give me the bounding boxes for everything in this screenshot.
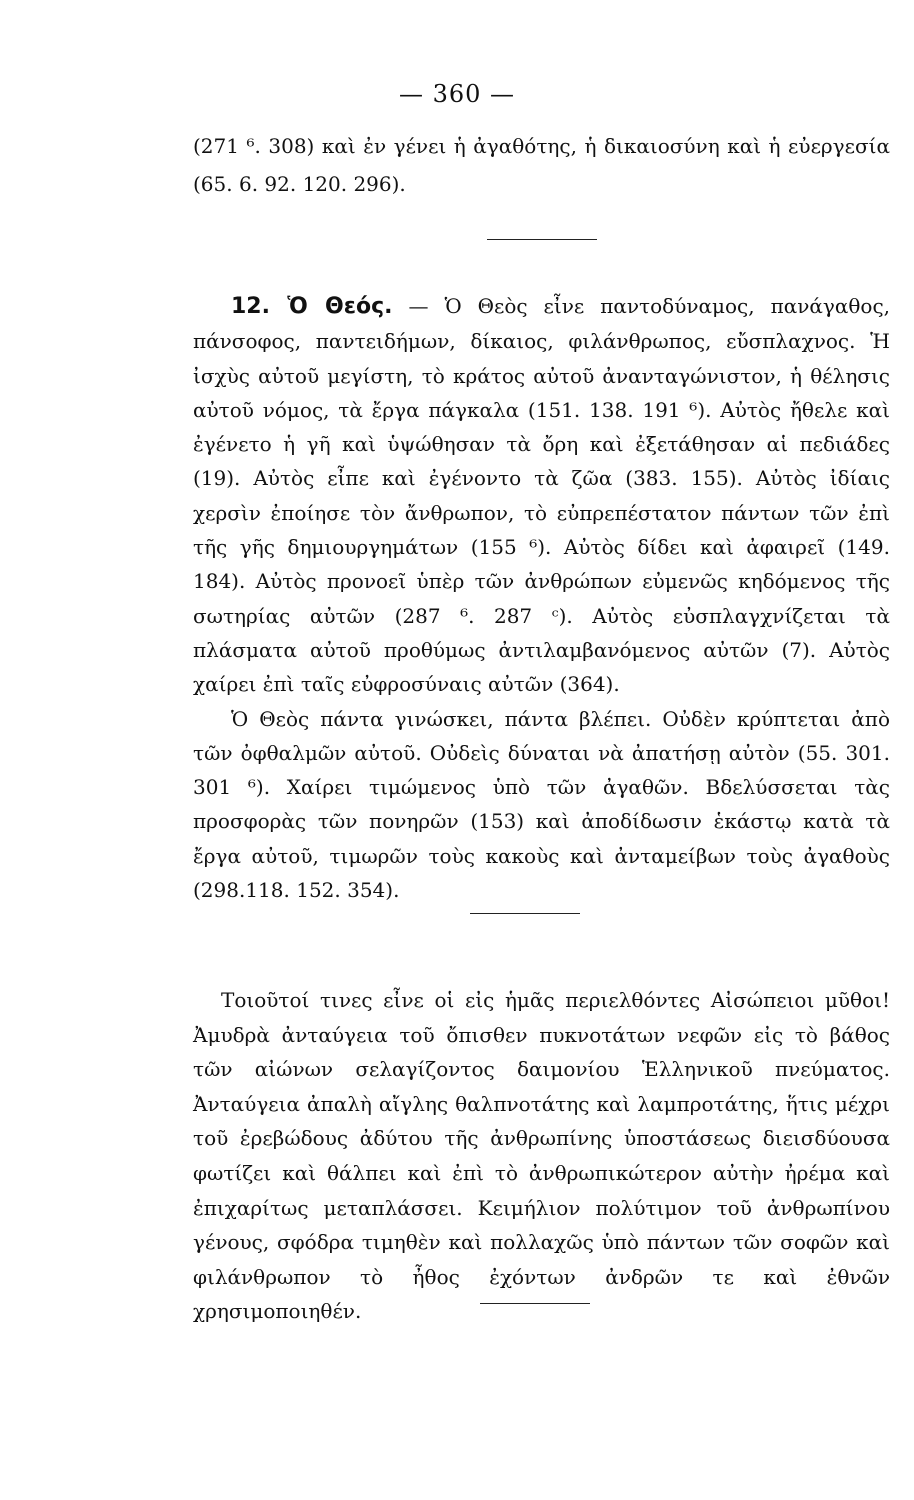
paragraph-1-text: Ὁ Θεὸς εἶνε παντοδύναμος, πανάγαθος, πάνσοφος, παντειδήμων, δίκαιος, φιλάνθρωπος, εὔσπλαχνος. Ἡ ἰσχὺς αὐτοῦ μεγίστη, τὸ κράτος αὐτοῦ ἀνανταγώνιστον, ἡ θέλησις αὐτοῦ νόμος, τὰ ἔργα πάγκαλα (151. 138. 191 ⁶). Αὐτὸς ἤθελε καὶ ἐγένετο ἡ γῆ καὶ ὑψώθησαν τὰ ὄρη καὶ ἐξετάθησαν αἱ πεδιάδες (19). Αὐτὸς εἶπε καὶ ἐγένοντο τὰ ζῶα (383. 155). Αὐτὸς ἰδίαις χερσὶν ἐποίησε τὸν ἄνθρωπον, τὸ εὐπρεπέστατον πάντων τῶν ἐπὶ τῆς γῆς δημιουργημάτων (155 ⁶). Αὐτὸς δίδει καὶ ἀφαιρεῖ (149. 184). Αὐτὸς προνοεῖ ὑπὲρ τῶν ἀνθρώπων εὐμενῶς κηδόμενος τῆς σωτηρίας αὐτῶν (287 ⁶. 287 ᶜ). Αὐτὸς εὐσπλαγχνίζεται τὰ πλάσματα αὐτοῦ προθύμως ἀντιλαμβανόμενος αὐτῶν (7). Αὐτὸς χαίρει ἐπὶ ταῖς εὐφροσύναις αὐτῶν (364). [193, 294, 890, 697]
end-divider [480, 1303, 590, 1304]
continuation-paragraph: (271 ⁶. 308) καὶ ἐν γένει ἡ ἀγαθότης, ἡ δικαιοσύνη καὶ ἡ εὐεργεσία (65. 6. 92. 120. 296). [193, 134, 890, 196]
closing-paragraph: Τοιοῦτοί τινες εἶνε οἱ εἰς ἡμᾶς περιελθόντες Αἰσώπειοι μῦθοι! Ἀμυδρὰ ἀνταύγεια τοῦ ὄπισθεν πυκνοτάτων νεφῶν εἰς τὸ βάθος τῶν αἰώνων σελαγίζοντος δαιμονίου Ἑλληνικοῦ πνεύματος. Ἀνταύγεια ἀπαλὴ αἴγλης θαλπνοτάτης καὶ λαμπροτάτης, ἥτις μέχρι τοῦ ἐρεβώδους ἀδύτου τῆς ἀνθρωπίνης ὑποστάσεως διεισδύουσα φωτίζει καὶ θάλπει καὶ ἐπὶ τὸ ἀνθρωπικώτερον αὐτὴν ἠρέμα καὶ ἐπιχαρίτως μεταπλάσσει. Κειμήλιον πολύτιμον τοῦ ἀνθρωπίνου γένους, σφόδρα τιμηθὲν καὶ πολλαχῶς ὑπὸ πάντων τῶν σοφῶν καὶ φιλάνθρωπον τὸ ἦθος ἐχόντων ἀνδρῶν τε καὶ ἐθνῶν χρησιμοποιηθέν. [193, 988, 890, 1324]
page-number: — 360 — [398, 80, 516, 108]
section-divider [487, 239, 597, 240]
section-heading: 12. Ὁ Θεός. [231, 294, 393, 319]
section-paragraph-2: Ὁ Θεὸς πάντα γινώσκει, πάντα βλέπει. Οὐδὲν κρύπτεται ἀπὸ τῶν ὀφθαλμῶν αὐτοῦ. Οὐδεὶς δύναται νὰ ἀπατήσῃ αὐτὸν (55. 301. 301 ⁶). Χαίρει τιμώμενος ὑπὸ τῶν ἀγαθῶν. Βδελύσσεται τὰς προσφορὰς τῶν πονηρῶν (153) καὶ ἀποδίδωσιν ἑκάστῳ κατὰ τὰ ἔργα αὐτοῦ, τιμωρῶν τοὺς κακοὺς καὶ ἀνταμείβων τοὺς ἀγαθοὺς (298.118. 152. 354). [193, 706, 890, 903]
section-paragraph [193, 289, 890, 702]
section-divider [470, 913, 580, 914]
section-god [193, 289, 890, 907]
heading-dash: — [392, 294, 445, 318]
